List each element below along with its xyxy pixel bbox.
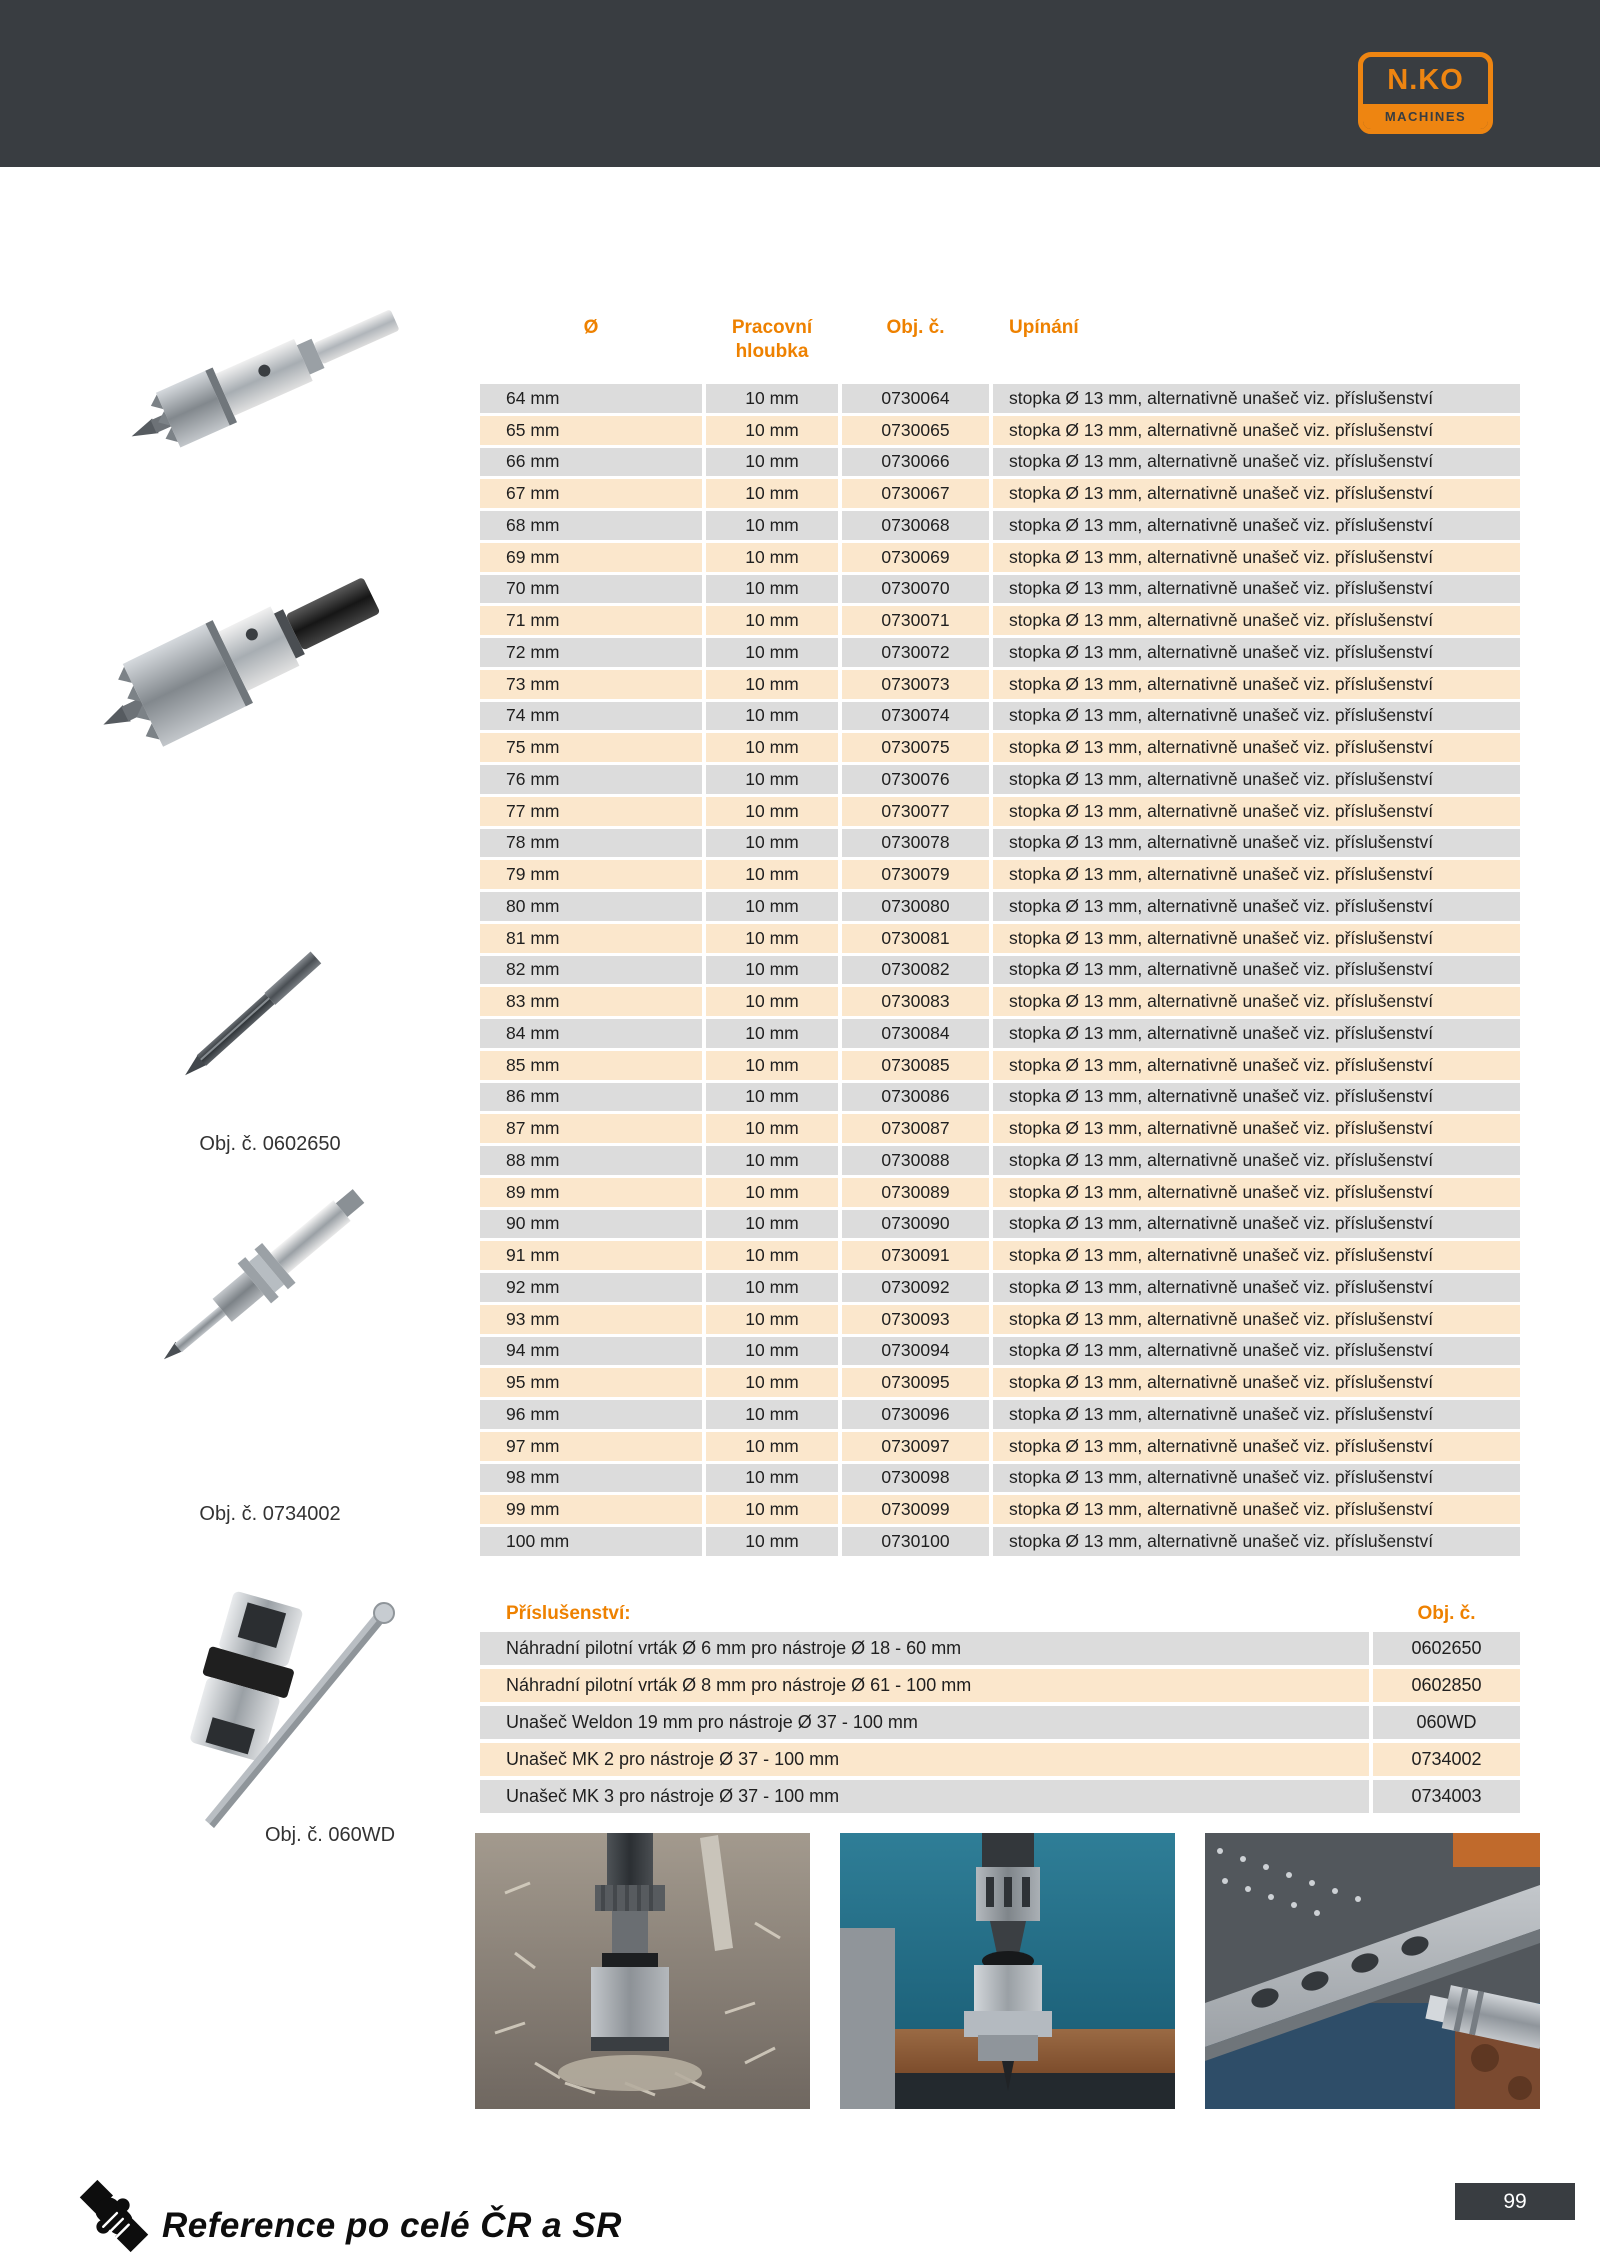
cell-mount: stopka Ø 13 mm, alternativně unašeč viz. příslušenství [993,1400,1520,1429]
cell-depth: 10 mm [706,1527,838,1556]
cell-mount: stopka Ø 13 mm, alternativně unašeč viz. příslušenství [993,860,1520,889]
product-image-pilot-drill [160,925,345,1105]
caption-weldon-adapter: Obj. č. 060WD [264,1824,396,1846]
cell-diameter: 87 mm [480,1114,702,1143]
cell-diameter: 67 mm [480,479,702,508]
cell-mount: stopka Ø 13 mm, alternativně unašeč viz. příslušenství [993,1368,1520,1397]
cell-obj: 0730076 [842,765,989,794]
cell-mount: stopka Ø 13 mm, alternativně unašeč viz. příslušenství [993,511,1520,540]
cell-accessory-desc: Unašeč Weldon 19 mm pro nástroje Ø 37 - 100 mm [480,1706,1369,1739]
table-row [480,924,1520,953]
caption-mk-arbor: Obj. č. 0734002 [199,1503,341,1525]
cell-diameter: 83 mm [480,987,702,1016]
table-row [480,511,1520,540]
cell-obj: 0730074 [842,702,989,731]
cell-diameter: 96 mm [480,1400,702,1429]
cell-diameter: 85 mm [480,1051,702,1080]
cell-diameter: 80 mm [480,892,702,921]
accessories-header [480,1598,1520,1630]
table-row [480,1114,1520,1143]
table-row [480,384,1520,413]
page-number-badge: 99 [1455,2183,1575,2220]
cell-mount: stopka Ø 13 mm, alternativně unašeč viz. příslušenství [993,1273,1520,1302]
table-row [480,733,1520,762]
cell-mount: stopka Ø 13 mm, alternativně unašeč viz. příslušenství [993,829,1520,858]
cell-mount: stopka Ø 13 mm, alternativně unašeč viz. příslušenství [993,1051,1520,1080]
cell-diameter: 86 mm [480,1083,702,1112]
table-row [480,765,1520,794]
cell-diameter: 72 mm [480,638,702,667]
table-row [480,829,1520,858]
photo-drill-press [840,1833,1175,2109]
table-row [480,670,1520,699]
cell-depth: 10 mm [706,670,838,699]
table-row [480,1464,1520,1493]
cell-diameter: 97 mm [480,1432,702,1461]
column-header-obj: Obj. č. [886,317,945,338]
table-row [480,1337,1520,1366]
product-image-cutter-small [105,285,425,470]
cell-diameter: 64 mm [480,384,702,413]
cell-depth: 10 mm [706,702,838,731]
caption-pilot-drill: Obj. č. 0602650 [199,1133,341,1155]
cell-mount: stopka Ø 13 mm, alternativně unašeč viz. příslušenství [993,638,1520,667]
cell-accessory-desc: Unašeč MK 3 pro nástroje Ø 37 - 100 mm [480,1780,1369,1813]
accessories-title: Příslušenství: [506,1603,631,1624]
cell-obj: 0730083 [842,987,989,1016]
table-row [480,1083,1520,1112]
column-header-diameter: Ø [583,317,599,338]
cell-diameter: 98 mm [480,1464,702,1493]
cell-diameter: 88 mm [480,1146,702,1175]
cell-mount: stopka Ø 13 mm, alternativně unašeč viz. příslušenství [993,543,1520,572]
cell-depth: 10 mm [706,733,838,762]
cell-diameter: 70 mm [480,575,702,604]
cell-accessory-obj: 0602650 [1373,1632,1520,1665]
cell-obj: 0730099 [842,1495,989,1524]
cell-depth: 10 mm [706,1019,838,1048]
logo-brand-text: N.KO [1387,64,1464,96]
cell-depth: 10 mm [706,1432,838,1461]
cell-mount: stopka Ø 13 mm, alternativně unašeč viz. příslušenství [993,1019,1520,1048]
table-row [480,987,1520,1016]
cell-obj: 0730080 [842,892,989,921]
cell-mount: stopka Ø 13 mm, alternativně unašeč viz. příslušenství [993,1527,1520,1556]
cell-depth: 10 mm [706,1495,838,1524]
cell-depth: 10 mm [706,638,838,667]
cell-depth: 10 mm [706,479,838,508]
cell-obj: 0730091 [842,1241,989,1270]
cell-depth: 10 mm [706,924,838,953]
cell-obj: 0730084 [842,1019,989,1048]
table-row [480,1051,1520,1080]
cell-mount: stopka Ø 13 mm, alternativně unašeč viz. příslušenství [993,479,1520,508]
cell-diameter: 100 mm [480,1527,702,1556]
cell-diameter: 71 mm [480,606,702,635]
cell-obj: 0730067 [842,479,989,508]
table-row [480,1146,1520,1175]
table-row [480,1305,1520,1334]
cell-obj: 0730097 [842,1432,989,1461]
cell-depth: 10 mm [706,892,838,921]
cell-diameter: 91 mm [480,1241,702,1270]
cell-obj: 0730090 [842,1210,989,1239]
main-table-rows [480,384,1520,1556]
table-row [480,1368,1520,1397]
table-row [480,1432,1520,1461]
cell-mount: stopka Ø 13 mm, alternativně unašeč viz. příslušenství [993,1114,1520,1143]
cell-depth: 10 mm [706,1210,838,1239]
cell-obj: 0730100 [842,1527,989,1556]
cell-obj: 0730092 [842,1273,989,1302]
cell-diameter: 92 mm [480,1273,702,1302]
cell-depth: 10 mm [706,797,838,826]
cell-mount: stopka Ø 13 mm, alternativně unašeč viz. příslušenství [993,1241,1520,1270]
cell-diameter: 73 mm [480,670,702,699]
column-header-depth: Pracovní hloubka [731,317,813,362]
handshake-icon [70,2172,158,2260]
cell-mount: stopka Ø 13 mm, alternativně unašeč viz. příslušenství [993,606,1520,635]
cell-depth: 10 mm [706,1241,838,1270]
cell-mount: stopka Ø 13 mm, alternativně unašeč viz. příslušenství [993,575,1520,604]
cell-depth: 10 mm [706,1114,838,1143]
table-row [480,797,1520,826]
photo-drilling-metal-plate [475,1833,810,2109]
cell-diameter: 90 mm [480,1210,702,1239]
cell-diameter: 78 mm [480,829,702,858]
cell-depth: 10 mm [706,1464,838,1493]
main-table-header [480,316,1520,382]
accessories-obj-header: Obj. č. [1417,1603,1476,1624]
cell-accessory-obj: 0734002 [1373,1743,1520,1776]
cell-diameter: 79 mm [480,860,702,889]
cell-accessory-desc: Náhradní pilotní vrták Ø 8 mm pro nástroje Ø 61 - 100 mm [480,1669,1369,1702]
cell-obj: 0730070 [842,575,989,604]
cell-accessory-obj: 060WD [1373,1706,1520,1739]
cell-mount: stopka Ø 13 mm, alternativně unašeč viz. příslušenství [993,1495,1520,1524]
cell-accessory-desc: Náhradní pilotní vrták Ø 6 mm pro nástroje Ø 18 - 60 mm [480,1632,1369,1665]
cell-diameter: 66 mm [480,448,702,477]
accessory-row [480,1780,1520,1813]
cell-diameter: 81 mm [480,924,702,953]
cell-depth: 10 mm [706,1273,838,1302]
cell-obj: 0730072 [842,638,989,667]
table-row [480,860,1520,889]
cell-mount: stopka Ø 13 mm, alternativně unašeč viz. příslušenství [993,416,1520,445]
cell-obj: 0730064 [842,384,989,413]
table-row [480,1178,1520,1207]
table-row [480,1210,1520,1239]
cell-depth: 10 mm [706,1178,838,1207]
cell-depth: 10 mm [706,575,838,604]
cell-mount: stopka Ø 13 mm, alternativně unašeč viz. příslušenství [993,1083,1520,1112]
cell-obj: 0730081 [842,924,989,953]
cell-mount: stopka Ø 13 mm, alternativně unašeč viz. příslušenství [993,733,1520,762]
photo-drilling-beam [1205,1833,1540,2109]
cell-depth: 10 mm [706,1400,838,1429]
cell-mount: stopka Ø 13 mm, alternativně unašeč viz. příslušenství [993,1178,1520,1207]
cell-obj: 0730073 [842,670,989,699]
cell-mount: stopka Ø 13 mm, alternativně unašeč viz. příslušenství [993,765,1520,794]
cell-obj: 0730075 [842,733,989,762]
cell-obj: 0730068 [842,511,989,540]
cell-diameter: 89 mm [480,1178,702,1207]
cell-depth: 10 mm [706,543,838,572]
table-row [480,1273,1520,1302]
cell-obj: 0730065 [842,416,989,445]
cell-mount: stopka Ø 13 mm, alternativně unašeč viz. příslušenství [993,384,1520,413]
table-row [480,1241,1520,1270]
cell-depth: 10 mm [706,511,838,540]
cell-diameter: 94 mm [480,1337,702,1366]
cell-diameter: 82 mm [480,956,702,985]
cell-depth: 10 mm [706,1337,838,1366]
cell-depth: 10 mm [706,860,838,889]
cell-mount: stopka Ø 13 mm, alternativně unašeč viz. příslušenství [993,1146,1520,1175]
cell-depth: 10 mm [706,384,838,413]
cell-accessory-obj: 0602850 [1373,1669,1520,1702]
cell-mount: stopka Ø 13 mm, alternativně unašeč viz. příslušenství [993,924,1520,953]
cell-obj: 0730071 [842,606,989,635]
accessory-row [480,1743,1520,1776]
cell-depth: 10 mm [706,606,838,635]
cell-accessory-obj: 0734003 [1373,1780,1520,1813]
cell-mount: stopka Ø 13 mm, alternativně unašeč viz. příslušenství [993,892,1520,921]
cell-obj: 0730085 [842,1051,989,1080]
cell-obj: 0730086 [842,1083,989,1112]
cell-diameter: 75 mm [480,733,702,762]
cell-mount: stopka Ø 13 mm, alternativně unašeč viz. příslušenství [993,1464,1520,1493]
cell-depth: 10 mm [706,956,838,985]
cell-mount: stopka Ø 13 mm, alternativně unašeč viz. příslušenství [993,1337,1520,1366]
table-row [480,448,1520,477]
cell-depth: 10 mm [706,1051,838,1080]
table-row [480,1019,1520,1048]
cell-mount: stopka Ø 13 mm, alternativně unašeč viz. příslušenství [993,670,1520,699]
cell-depth: 10 mm [706,1146,838,1175]
accessory-row [480,1632,1520,1665]
cell-diameter: 93 mm [480,1305,702,1334]
cell-mount: stopka Ø 13 mm, alternativně unašeč viz. příslušenství [993,956,1520,985]
cell-obj: 0730069 [842,543,989,572]
cell-depth: 10 mm [706,765,838,794]
table-row [480,1400,1520,1429]
accessories-rows [480,1632,1520,1813]
cell-obj: 0730066 [842,448,989,477]
cell-depth: 10 mm [706,448,838,477]
cell-obj: 0730094 [842,1337,989,1366]
table-row [480,702,1520,731]
cell-obj: 0730095 [842,1368,989,1397]
cell-obj: 0730077 [842,797,989,826]
cell-diameter: 84 mm [480,1019,702,1048]
product-image-cutter-large [80,540,400,775]
table-row [480,479,1520,508]
cell-depth: 10 mm [706,1368,838,1397]
cell-obj: 0730079 [842,860,989,889]
cell-mount: stopka Ø 13 mm, alternativně unašeč viz. příslušenství [993,702,1520,731]
cell-diameter: 68 mm [480,511,702,540]
table-row [480,543,1520,572]
cell-depth: 10 mm [706,416,838,445]
cell-diameter: 65 mm [480,416,702,445]
cell-obj: 0730098 [842,1464,989,1493]
table-row [480,416,1520,445]
cell-accessory-desc: Unašeč MK 2 pro nástroje Ø 37 - 100 mm [480,1743,1369,1776]
table-row [480,1495,1520,1524]
cell-depth: 10 mm [706,829,838,858]
cell-mount: stopka Ø 13 mm, alternativně unašeč viz. příslušenství [993,1432,1520,1461]
table-row [480,956,1520,985]
cell-diameter: 95 mm [480,1368,702,1397]
cell-obj: 0730088 [842,1146,989,1175]
cell-diameter: 77 mm [480,797,702,826]
cell-depth: 10 mm [706,1083,838,1112]
cell-depth: 10 mm [706,1305,838,1334]
table-row [480,606,1520,635]
cell-diameter: 99 mm [480,1495,702,1524]
product-image-weldon-adapter [135,1578,410,1843]
nko-machines-logo [1358,52,1493,134]
cell-mount: stopka Ø 13 mm, alternativně unašeč viz. příslušenství [993,987,1520,1016]
table-row [480,1527,1520,1556]
cell-mount: stopka Ø 13 mm, alternativně unašeč viz. příslušenství [993,797,1520,826]
cell-mount: stopka Ø 13 mm, alternativně unašeč viz. příslušenství [993,448,1520,477]
accessory-row [480,1706,1520,1739]
cell-diameter: 69 mm [480,543,702,572]
cell-mount: stopka Ø 13 mm, alternativně unašeč viz. příslušenství [993,1210,1520,1239]
cell-obj: 0730089 [842,1178,989,1207]
cell-depth: 10 mm [706,987,838,1016]
cell-obj: 0730087 [842,1114,989,1143]
column-header-mount: Upínání [1009,317,1079,338]
cell-obj: 0730082 [842,956,989,985]
logo-machines-text: MACHINES [1363,104,1488,129]
table-row [480,892,1520,921]
cell-obj: 0730078 [842,829,989,858]
cell-obj: 0730093 [842,1305,989,1334]
footer-reference-text: Reference po celé ČR a SR [162,2206,622,2245]
accessory-row [480,1669,1520,1702]
table-row [480,638,1520,667]
cell-obj: 0730096 [842,1400,989,1429]
cell-diameter: 74 mm [480,702,702,731]
table-row [480,575,1520,604]
cell-mount: stopka Ø 13 mm, alternativně unašeč viz. příslušenství [993,1305,1520,1334]
cell-diameter: 76 mm [480,765,702,794]
product-image-mk-arbor [130,1155,395,1400]
